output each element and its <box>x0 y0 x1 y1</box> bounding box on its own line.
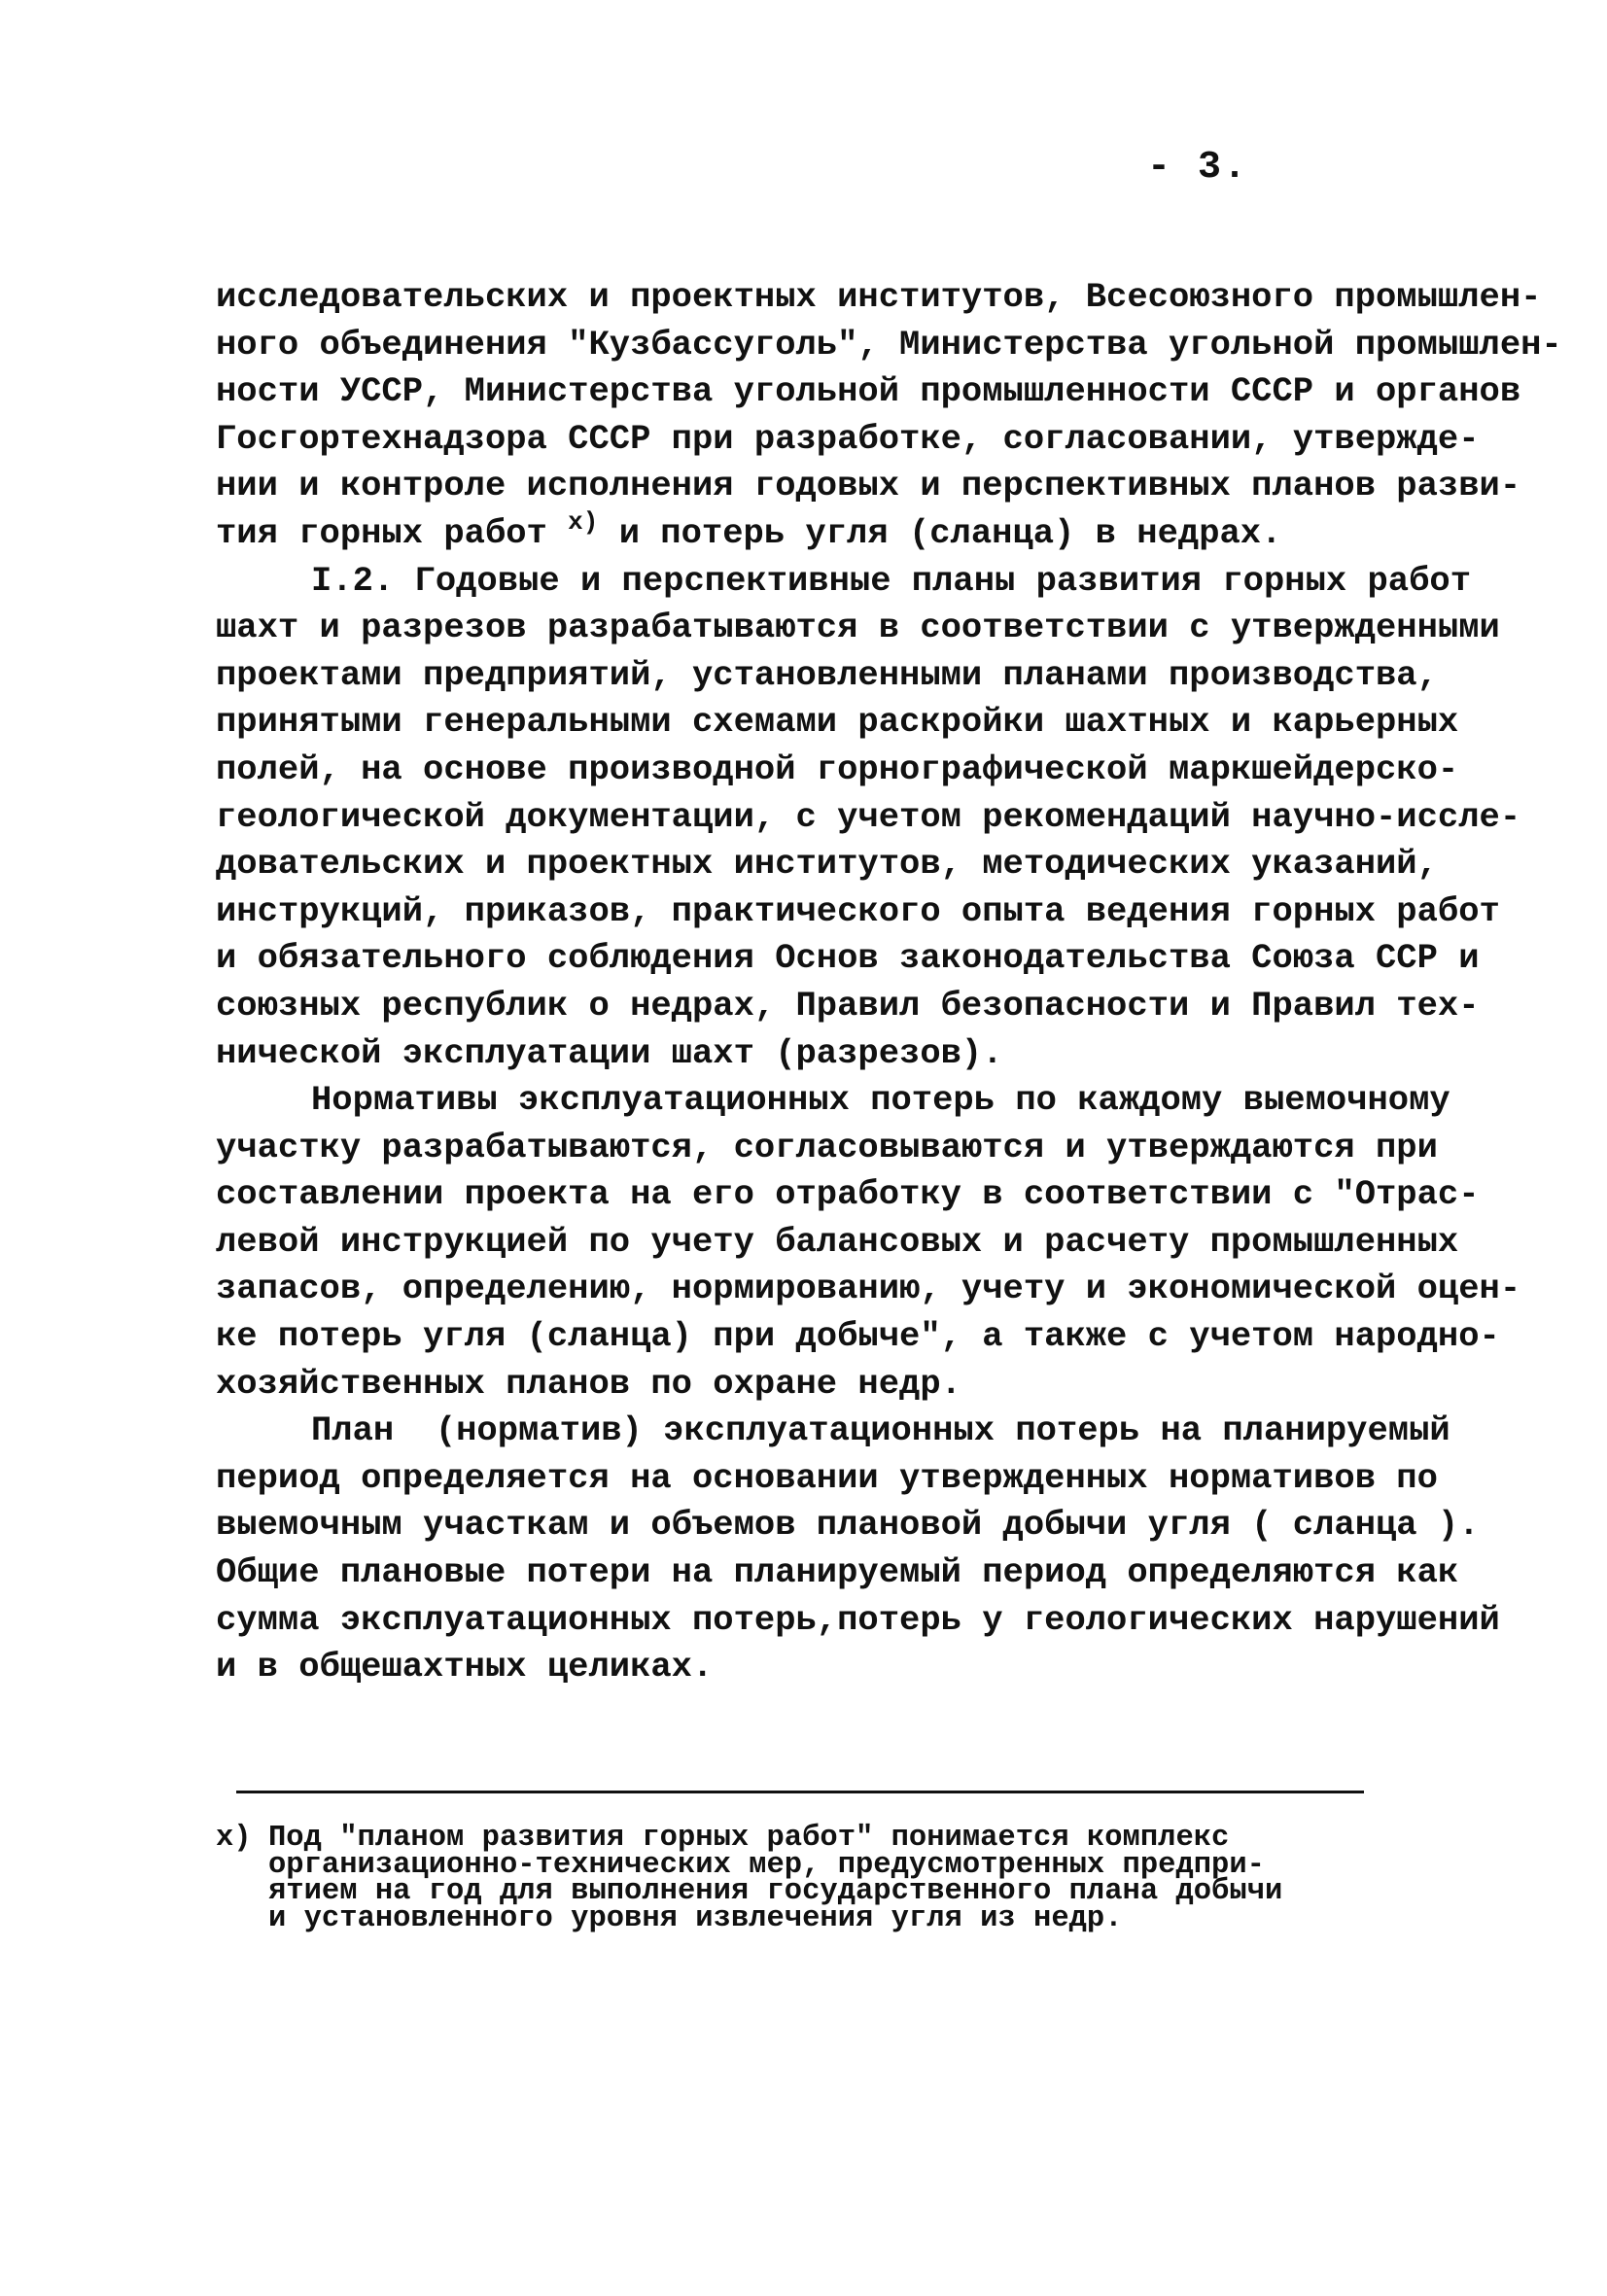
footnote-divider <box>236 1791 1364 1793</box>
text-line: геологической документации, с учетом рекомендаций научно-иссле- <box>216 796 1521 837</box>
text-fragment: ятием на год для выполнения государственного плана добычи <box>268 1875 1283 1908</box>
body-text <box>216 274 1562 1691</box>
text-line: и обязательного соблюдения Основ законодательства Союза ССР и <box>216 938 1480 979</box>
text-fragment: I.2. Годовые и перспективные планы развития горных работ <box>311 560 1471 601</box>
paragraph-first-line <box>216 1408 1450 1455</box>
text-line: и в общешахтных целиках. <box>216 1647 714 1687</box>
footnote-reference: х) <box>568 506 599 537</box>
text-line: выемочным участкам и объемов плановой добычи угля ( сланца ). <box>216 1505 1480 1546</box>
text-line-with-footnote-ref <box>216 506 1450 558</box>
text-line: Общие плановые потери на планируемый период определяются как <box>216 1552 1459 1593</box>
text-line: шахт и разрезов разрабатываются в соответствии с утвержденными <box>216 608 1500 648</box>
text-line: левой инструкцией по учету балансовых и расчету промышленных <box>216 1221 1459 1262</box>
paragraph-first-line <box>216 558 1471 606</box>
text-line: ности УССР, Министерства угольной промышленности СССР и органов <box>216 371 1521 412</box>
text-line: исследовательских и проектных институтов, Всесоюзного промышлен- <box>216 277 1542 317</box>
text-fragment: и установленного уровня извлечения угля из недр. <box>268 1901 1123 1935</box>
footnote-marker: х) <box>216 1822 252 1855</box>
footnote <box>216 1822 1450 1935</box>
text-line: ного объединения "Кузбассуголь", Министерства угольной промышлен- <box>216 324 1562 365</box>
text-line: проектами предприятий, установленными планами производства, <box>216 654 1438 695</box>
text-fragment: Под "планом развития горных работ" понимается комплекс <box>268 1822 1230 1855</box>
text-line: участку разрабатываются, согласовываются и утверждаются при <box>216 1127 1438 1167</box>
text-line: Госгортехнадзора СССР при разработке, согласовании, утвержде- <box>216 418 1480 459</box>
text-fragment: Нормативы эксплуатационных потерь по каждому выемочному <box>311 1080 1450 1121</box>
text-line: принятыми генеральными схемами раскройки шахтных и карьерных <box>216 702 1459 743</box>
text-line: ке потерь угля (сланца) при добыче", а также с учетом народно- <box>216 1316 1500 1357</box>
text-line: нии и контроле исполнения годовых и перспективных планов разви- <box>216 466 1521 506</box>
text-line: довательских и проектных институтов, методических указаний, <box>216 844 1438 885</box>
text-line: союзных республик о недрах, Правил безопасности и Правил тех- <box>216 985 1480 1026</box>
text-fragment: организационно-технических мер, предусмотренных предпри- <box>268 1848 1265 1882</box>
text-fragment: тия горных работ <box>216 512 569 553</box>
text-line: запасов, определению, нормированию, учету и экономической оцен- <box>216 1269 1521 1309</box>
text-line: нической эксплуатации шахт (разрезов). <box>216 1032 1003 1073</box>
text-fragment: План (норматив) эксплуатационных потерь на планируемый <box>311 1410 1450 1451</box>
text-line: составлении проекта на его отработку в соответствии с "Отрас- <box>216 1174 1480 1215</box>
text-line: сумма эксплуатационных потерь,потерь у геологических нарушений <box>216 1599 1500 1640</box>
text-line: период определяется на основании утвержденных нормативов по <box>216 1457 1438 1498</box>
footnote-line <box>216 1901 1450 1935</box>
text-line: хозяйственных планов по охране недр. <box>216 1363 961 1404</box>
text-line: полей, на основе производной горнографической маркшейдерско- <box>216 748 1459 789</box>
text-fragment: и потерь угля (сланца) в недрах. <box>598 512 1282 553</box>
paragraph-first-line <box>216 1077 1450 1125</box>
text-line: инструкций, приказов, практического опыта ведения горных работ <box>216 890 1500 931</box>
page-number: - 3. <box>1147 146 1249 190</box>
